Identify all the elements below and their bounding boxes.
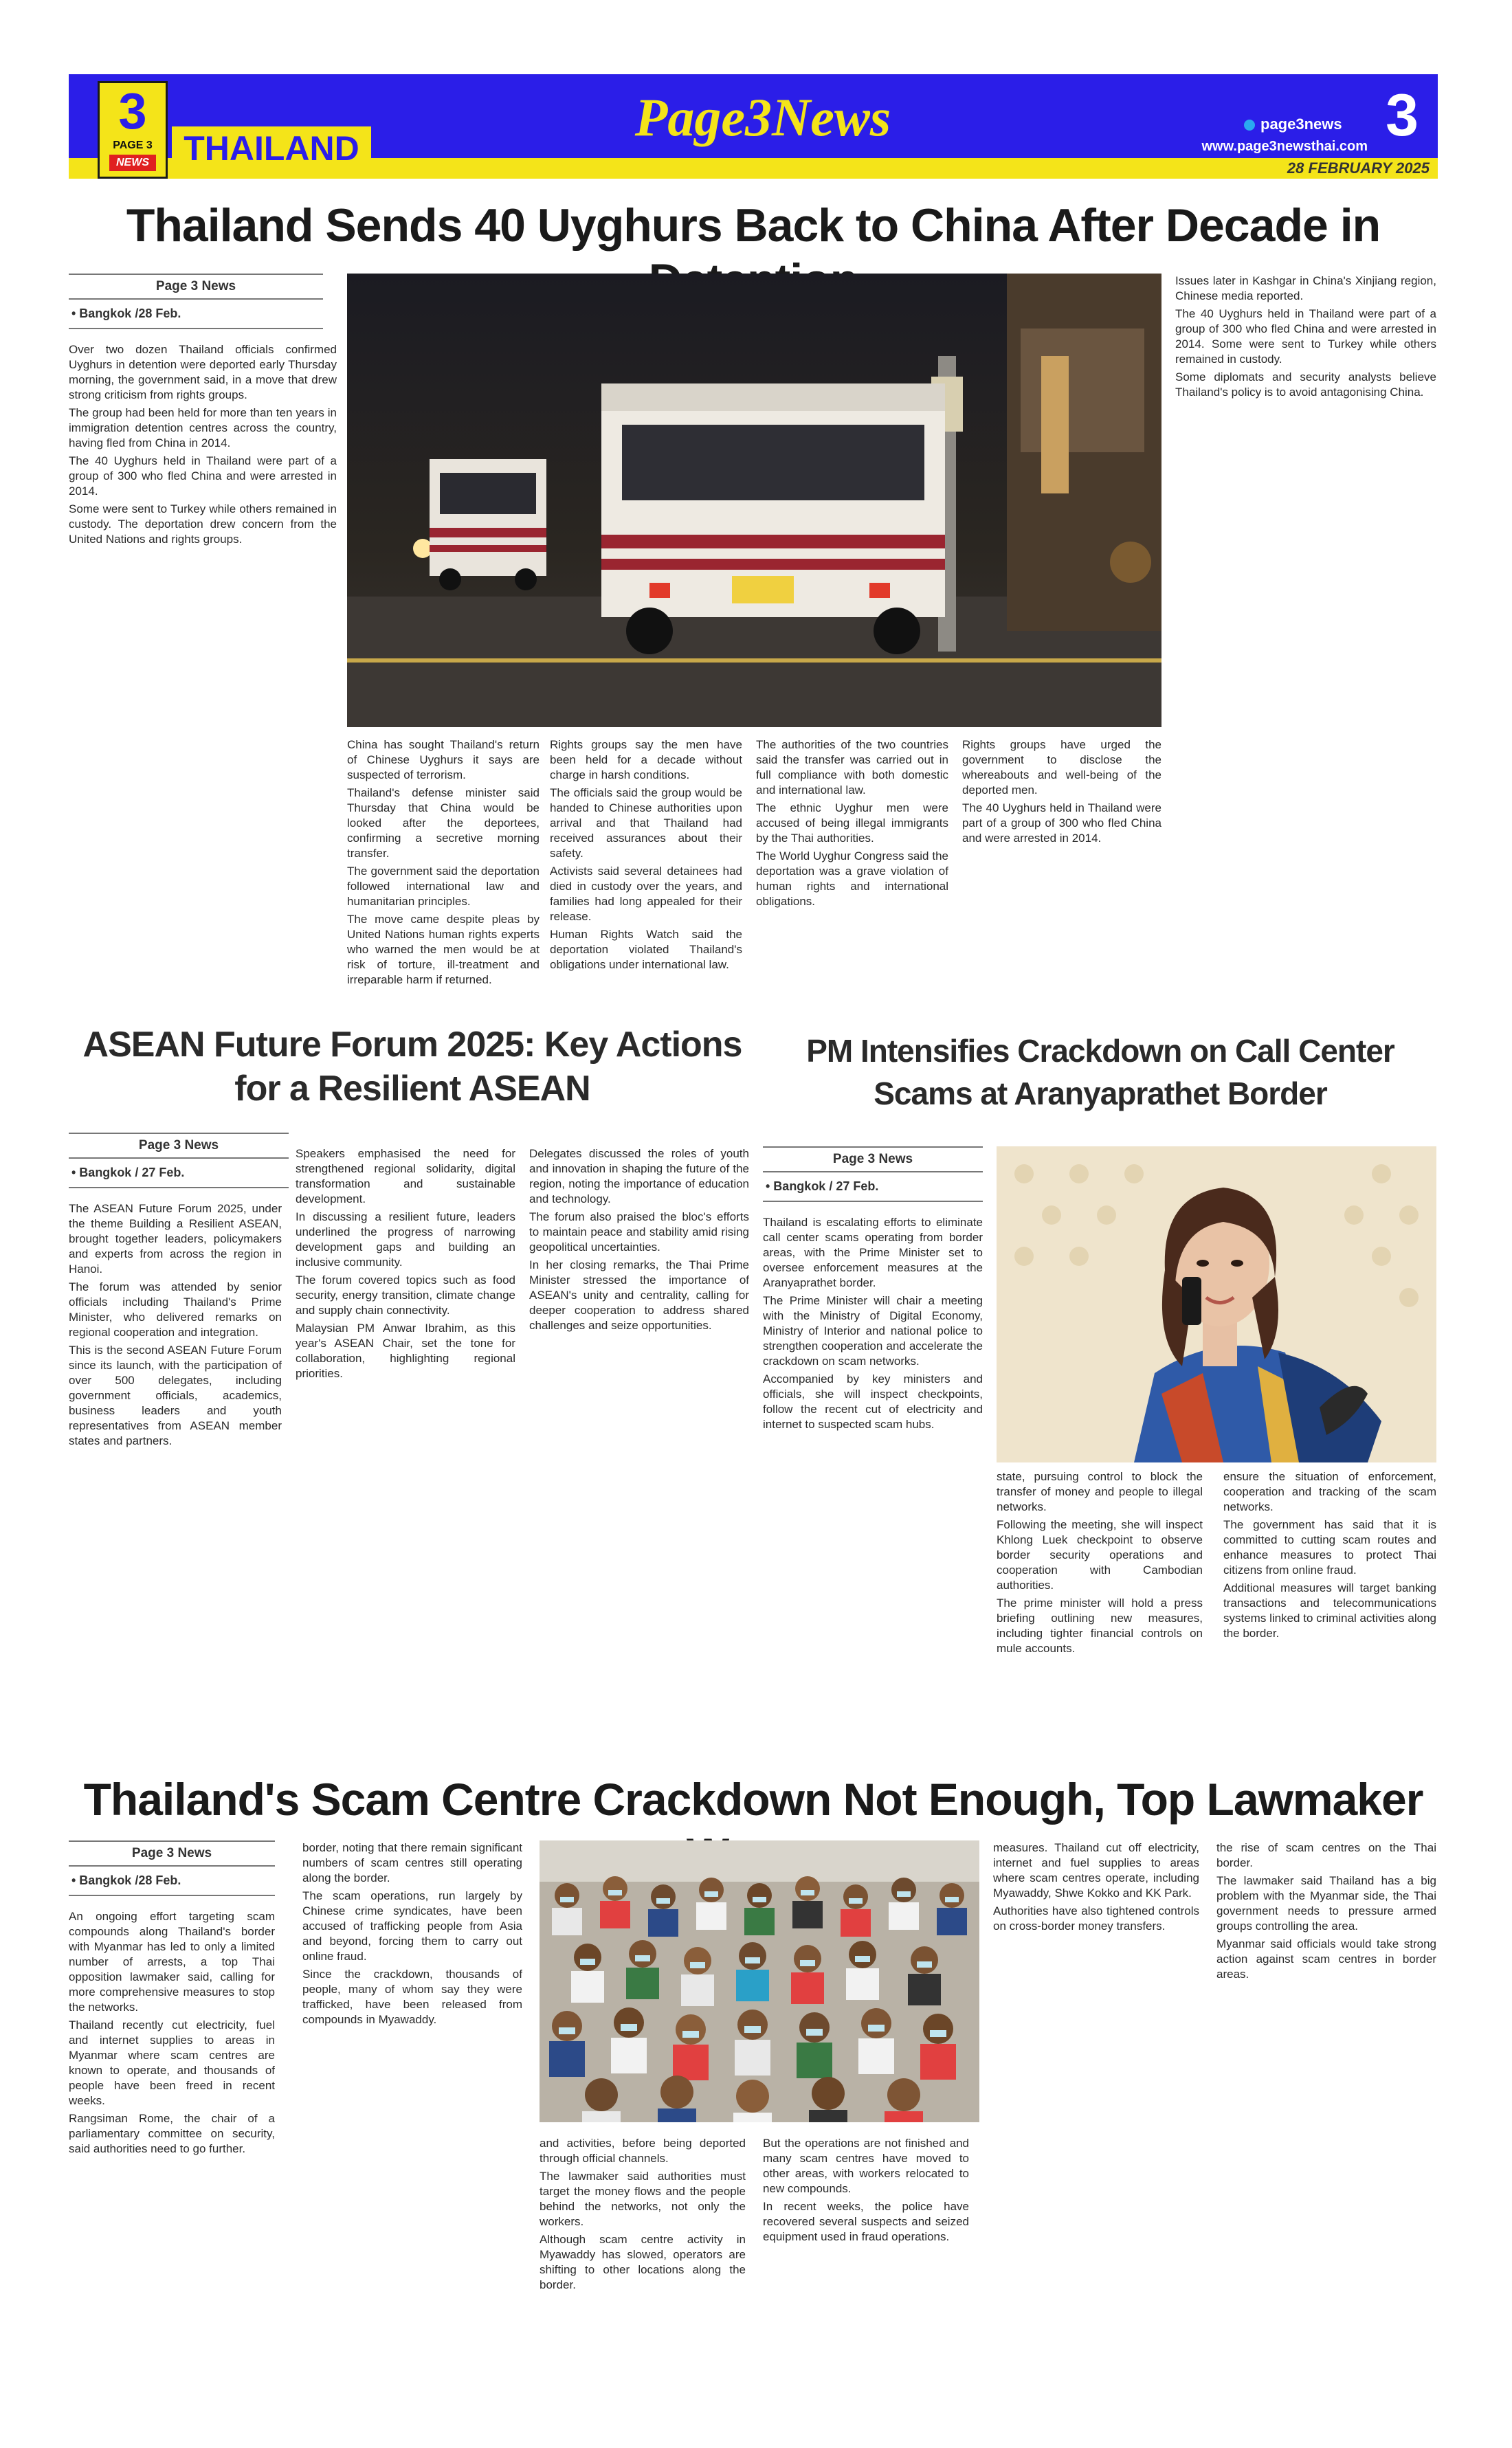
paragraph: The ethnic Uyghur men were accused of being illegal immigrants by the Thai authorities.	[756, 801, 948, 845]
paragraph: measures. Thailand cut off electricity, internet and fuel supplies to areas where scam centres operate, including Myawaddy, Shwe Kokko and KK Park.	[993, 1841, 1199, 1900]
logo-number: 3	[118, 82, 147, 140]
article2-byline	[69, 1133, 289, 1188]
article1-col4	[1175, 274, 1436, 1009]
article1-col3	[550, 737, 742, 1009]
paragraph: The forum also praised the bloc's efforts to maintain peace and stability amid rising geopolitical uncertainties.	[529, 1210, 749, 1254]
paragraph: Activists said several detainees had died in custody over the years, and families had long appealed for their release.	[550, 865, 742, 923]
paragraph: The government has said that it is committed to cutting scam routes and enhance measures to protect Thai citizens from online fraud.	[1223, 1518, 1436, 1577]
paragraph: In her closing remarks, the Thai Prime Minister stressed the importance of ASEAN's unity and centrality, calling for deeper cooperation to address shared challenges and seize opportunities.	[529, 1258, 749, 1332]
masthead	[69, 74, 1438, 184]
page3-logo[interactable]	[98, 81, 168, 179]
section-name: THAILAND	[184, 129, 359, 168]
paragraph: The 40 Uyghurs held in Thailand were part of a group of 300 who fled China and were arrested in 2014. Some were sent to Turkey while others remained in custody.	[1175, 307, 1436, 366]
social-icon	[1244, 120, 1255, 131]
paragraph: Since the crackdown, thousands of people, many of whom say they were trafficked, have been released from compounds in Myawaddy.	[302, 1968, 522, 2026]
article4-source: Page 3 News	[69, 1840, 275, 1867]
paragraph: The prime minister will hold a press briefing outlining new measures, including tighter financial controls on mule accounts.	[997, 1596, 1203, 1655]
paragraph: The 40 Uyghurs held in Thailand were part of a group of 300 who fled China and were arrested in 2014.	[962, 801, 1161, 845]
page-number: 3	[1386, 82, 1419, 148]
article2-col2	[296, 1146, 515, 1751]
paragraph: The authorities of the two countries said the transfer was carried out in full compliance with both domestic and international law.	[756, 738, 948, 797]
paragraph: Speakers emphasised the need for strengthened regional solidarity, digital transformation and sustainable development.	[296, 1147, 515, 1205]
paragraph: The ASEAN Future Forum 2025, under the theme Building a Resilient ASEAN, brought together leaders, policymakers and experts from across the region in Hanoi.	[69, 1202, 282, 1276]
newspaper-page	[69, 74, 1438, 2411]
article1-col3c	[962, 737, 1161, 1009]
social-handle-text: page3news	[1260, 115, 1342, 133]
paragraph: China has sought Thailand's return of Chinese Uyghurs it says are suspected of terrorism.	[347, 738, 540, 781]
article2-source: Page 3 News	[69, 1133, 289, 1159]
logo-news-badge: NEWS	[109, 155, 156, 171]
section-label	[172, 126, 371, 170]
article3-col1	[763, 1215, 983, 1751]
article2-dateline: • Bangkok / 27 Feb.	[69, 1159, 289, 1188]
brand-wordmark[interactable]: Page3News	[634, 87, 891, 147]
paragraph: The lawmaker said authorities must target the money flows and the people behind the networks, not only the workers.	[540, 2170, 746, 2228]
article1-col1	[69, 342, 337, 1009]
paragraph: The 40 Uyghurs held in Thailand were part of a group of 300 who fled China and were arrested in 2014.	[69, 454, 337, 498]
article4-byline	[69, 1840, 275, 1896]
paragraph: Some were sent to Turkey while others remained in custody. The deportation drew concern from the United Nations and rights groups.	[69, 502, 337, 546]
paragraph: The World Uyghur Congress said the deportation was a grave violation of human rights and international obligations.	[756, 849, 948, 908]
paragraph: Rights groups say the men have been held for a decade without charge in harsh conditions.	[550, 738, 742, 781]
article4-col4	[993, 1840, 1199, 2404]
social-handle[interactable]	[1244, 115, 1368, 133]
article3-headline[interactable]: PM Intensifies Crackdown on Call Center Scams at Aranyaprathet Border	[806, 1033, 1394, 1111]
paragraph: The forum was attended by senior officials including Thailand's Prime Minister, who delivered remarks on regional cooperation and integration.	[69, 1280, 282, 1339]
paragraph: Over two dozen Thailand officials confirmed Uyghurs in detention were deported early Thursday morning, the government said, in a move that drew strong criticism from rights groups.	[69, 343, 337, 401]
article1-col2	[347, 737, 540, 1009]
paragraph: state, pursuing control to block the transfer of money and people to illegal networks.	[997, 1470, 1203, 1513]
paragraph: border, noting that there remain significant numbers of scam centres still operating along the border.	[302, 1841, 522, 1884]
paragraph: The lawmaker said Thailand has a big problem with the Myanmar side, the Thai government needs to pressure armed groups controlling the area.	[1216, 1874, 1436, 1933]
paragraph: In recent weeks, the police have recovered several suspects and seized equipment used in fraud operations.	[763, 2200, 969, 2243]
paragraph: But the operations are not finished and many scam centres have moved to other areas, with workers relocated to new compounds.	[763, 2137, 969, 2195]
article3-byline	[763, 1146, 983, 1202]
paragraph: Some diplomats and security analysts believe Thailand's policy is to avoid antagonising China.	[1175, 370, 1436, 399]
paragraph: Following the meeting, she will inspect Khlong Luek checkpoint to observe border security operations and cooperation with Cambodian authorities.	[997, 1518, 1203, 1592]
uyghur-transport-photo	[347, 274, 1161, 727]
article1-byline	[69, 274, 323, 329]
paragraph: Human Rights Watch said the deportation violated Thailand's obligations under international law.	[550, 928, 742, 971]
article3-col3	[1223, 1469, 1436, 1751]
article4-dateline: • Bangkok /28 Feb.	[69, 1867, 275, 1896]
paragraph: Rangsiman Rome, the chair of a parliamentary committee on security, said authorities need to go further.	[69, 2112, 275, 2155]
paragraph: The government said the deportation followed international law and humanitarian principles.	[347, 865, 540, 908]
paragraph: In discussing a resilient future, leaders underlined the progress of narrowing development gaps and building an inclusive community.	[296, 1210, 515, 1269]
article3-dateline: • Bangkok / 27 Feb.	[763, 1172, 983, 1202]
paragraph: ensure the situation of enforcement, cooperation and tracking of the scam networks.	[1223, 1470, 1436, 1513]
article1-headline[interactable]: Thailand Sends 40 Uyghurs Back to China After Decade in	[126, 199, 1381, 252]
paragraph: An ongoing effort targeting scam compounds along Thailand's border with Myanmar has led to only a limited number of arrests, a top Thai opposition lawmaker said, calling for more comprehensive measures to stop the networks.	[69, 1910, 275, 2014]
paragraph: Malaysian PM Anwar Ibrahim, as this year's ASEAN Chair, set the tone for collaboration, highlighting regional priorities.	[296, 1322, 515, 1380]
paragraph: The group had been held for more than ten years in immigration detention centres across the country, having fled from China in 2014.	[69, 406, 337, 449]
article4-col3	[540, 2136, 746, 2404]
paragraph: The forum covered topics such as food security, energy transition, climate change and supply chain connectivity.	[296, 1273, 515, 1317]
article4-col1	[69, 1909, 275, 2404]
paragraph: Rights groups have urged the government to disclose the whereabouts and well-being of the deported men.	[962, 738, 1161, 797]
article1-col3b	[756, 737, 948, 1009]
paragraph: The move came despite pleas by United Nations human rights experts who warned the men would be at risk of torture, ill-treatment and irreparable harm if returned.	[347, 913, 540, 986]
website-link[interactable]: www.page3newsthai.com	[1201, 139, 1368, 154]
article1-dateline: • Bangkok /28 Feb.	[69, 300, 323, 329]
paragraph: the rise of scam centres on the Thai border.	[1216, 1841, 1436, 1869]
paragraph: Authorities have also tightened controls on cross-border money transfers.	[993, 1904, 1199, 1933]
paragraph: Thailand is escalating efforts to eliminate call center scams operating from border areas, with the Prime Minister set to oversee enforcement measures at the Aranyaprathet border.	[763, 1216, 983, 1289]
logo-subtitle: PAGE 3	[113, 140, 153, 151]
article4-col5	[1216, 1840, 1436, 2404]
article4-col3b	[763, 2136, 969, 2404]
paragraph: Thailand recently cut electricity, fuel and internet supplies to areas in Myanmar where scam centres are known to operate, and thousands of people have been freed in recent weeks.	[69, 2018, 275, 2107]
article3-source: Page 3 News	[763, 1146, 983, 1172]
paragraph: The officials said the group would be handed to Chinese authorities upon arrival and that Thailand had received assurances about their safety.	[550, 786, 742, 860]
article3-col2	[997, 1469, 1203, 1751]
scam-centre-workers-photo	[540, 1840, 979, 2122]
article4-col2	[302, 1840, 522, 2404]
paragraph: The Prime Minister will chair a meeting with the Ministry of Digital Economy, Ministry of Interior and national police to strengthen cooperation and accelerate the crackdown on scam networks.	[763, 1294, 983, 1368]
paragraph: This is the second ASEAN Future Forum since its launch, with the participation of over 500 delegates, including government officials, academics, business leaders and youth representatives from ASEAN member states and partners.	[69, 1344, 282, 1447]
article1-source: Page 3 News	[69, 274, 323, 300]
paragraph: Thailand's defense minister said Thursday that China would be looked after the deportees, confirming a secretive morning transfer.	[347, 786, 540, 860]
article2-col1	[69, 1201, 282, 1751]
paragraph: Although scam centre activity in Myawaddy has slowed, operators are shifting to other locations along the border.	[540, 2233, 746, 2291]
article2-col3	[529, 1146, 749, 1751]
paragraph: Accompanied by key ministers and officials, she will inspect checkpoints, follow the recent cut of electricity and internet to suspected scam hubs.	[763, 1372, 983, 1431]
paragraph: Myanmar said officials would take strong action against scam centres in border areas.	[1216, 1937, 1436, 1981]
prime-minister-photo	[997, 1146, 1436, 1462]
article2-headline[interactable]: ASEAN Future Forum 2025: Key Actions for a Resilient ASEAN	[82, 1025, 742, 1109]
paragraph: Delegates discussed the roles of youth and innovation in shaping the future of the region, noting the importance of education and technology.	[529, 1147, 749, 1205]
article4-headline[interactable]: Thailand's Scam Centre Crackdown Not Enough, Top Lawmaker	[83, 1774, 1423, 1825]
paragraph: and activities, before being deported through official channels.	[540, 2137, 746, 2165]
paragraph: Additional measures will target banking transactions and telecommunications systems linked to criminal activities along the border.	[1223, 1581, 1436, 1640]
issue-date: 28 FEBRUARY 2025	[1287, 159, 1430, 177]
paragraph: Issues later in Kashgar in China's Xinjiang region, Chinese media reported.	[1175, 274, 1436, 302]
paragraph: The scam operations, run largely by Chinese crime syndicates, have been accused of trafficking people from Asia and beyond, forcing them to carry out online fraud.	[302, 1889, 522, 1963]
